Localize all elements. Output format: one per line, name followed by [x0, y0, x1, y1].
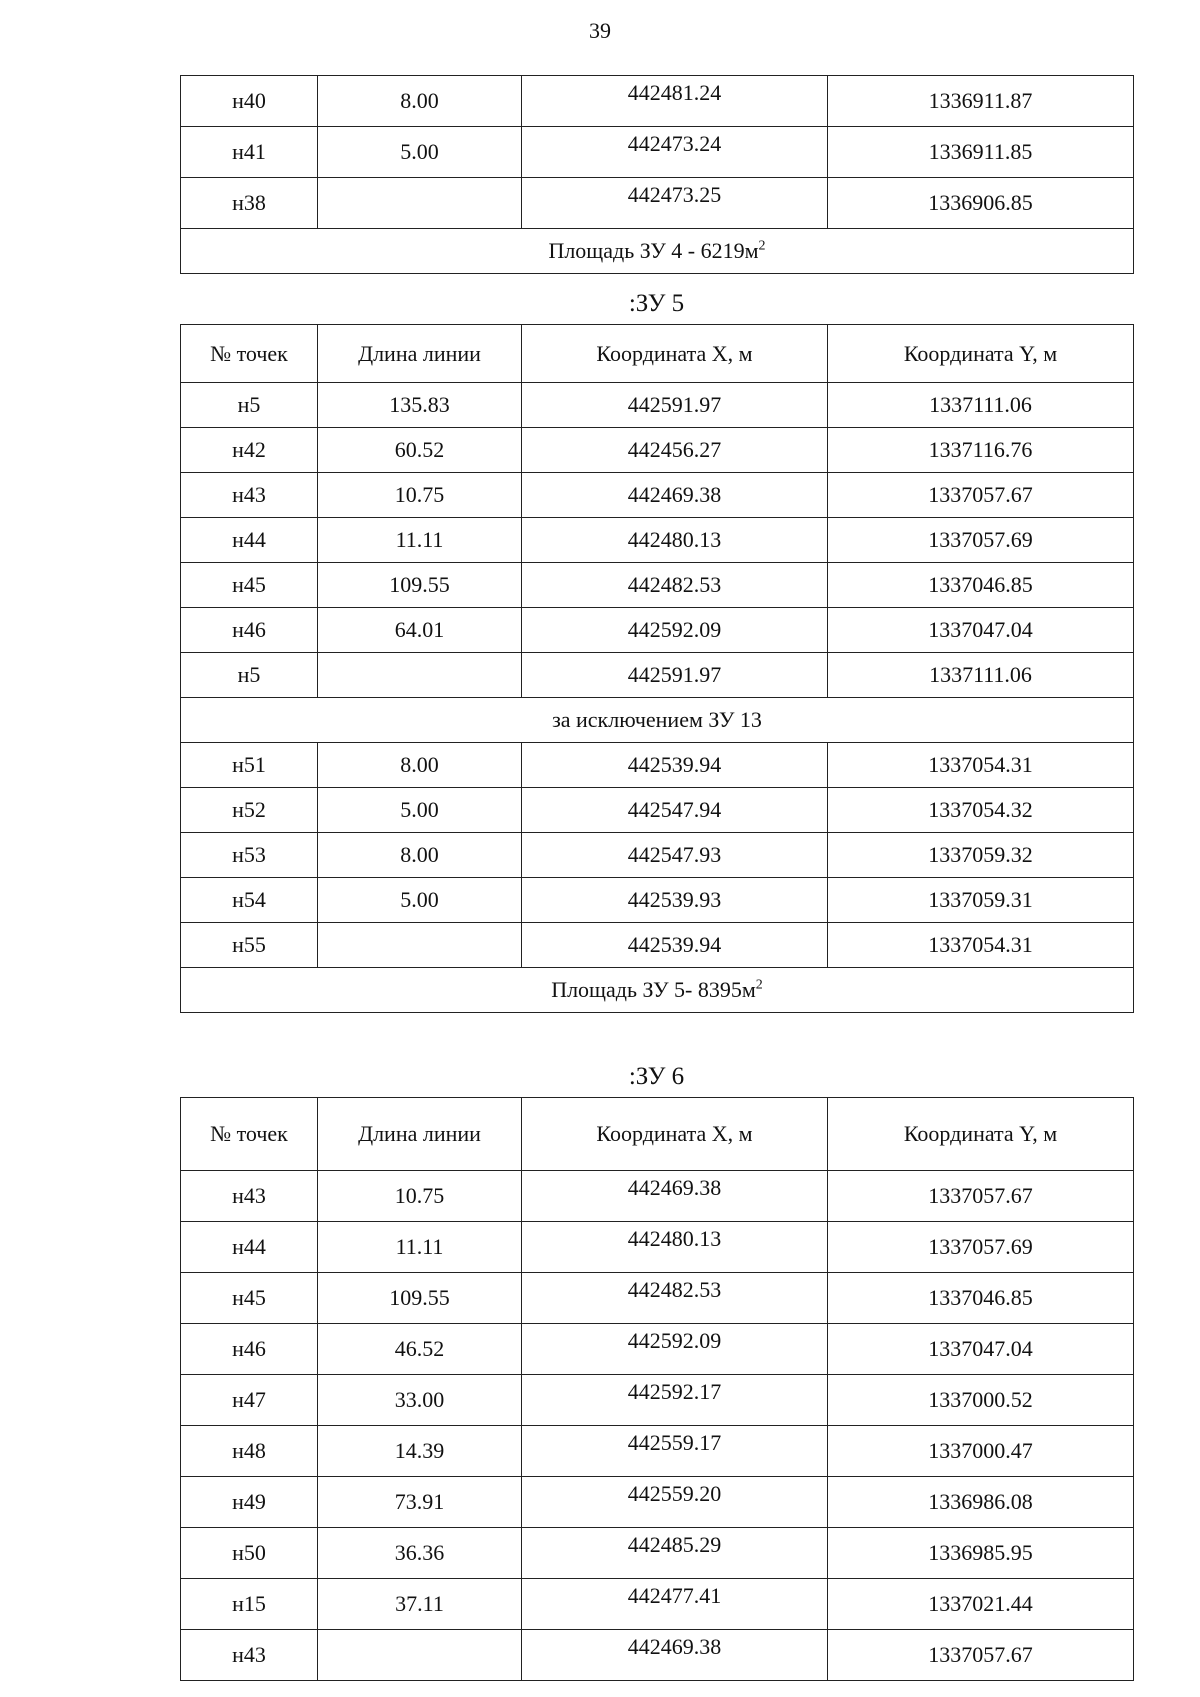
cell-line-length: 36.36 [318, 1528, 522, 1579]
cell-line-length: 11.11 [318, 1222, 522, 1273]
cell-coordinate-y: 1337111.06 [828, 653, 1134, 698]
header-coordinate-y: Координата Y, м [828, 325, 1134, 383]
cell-coordinate-y: 1336911.87 [828, 76, 1134, 127]
cell-point: н44 [181, 518, 318, 563]
cell-coordinate-y: 1337059.32 [828, 833, 1134, 878]
table-row [181, 1375, 1134, 1426]
table-row [181, 76, 1134, 127]
zu5-block [180, 284, 1133, 1013]
cell-line-length: 14.39 [318, 1426, 522, 1477]
table-row [181, 428, 1134, 473]
cell-coordinate-x: 442480.13 [522, 518, 828, 563]
cell-point: н43 [181, 1171, 318, 1222]
cell-point: н43 [181, 473, 318, 518]
header-points: № точек [181, 325, 318, 383]
header-coordinate-x: Координата X, м [522, 325, 828, 383]
zu6-block [180, 1057, 1133, 1681]
cell-coordinate-y: 1337021.44 [828, 1579, 1134, 1630]
cell-coordinate-x: 442469.38 [522, 1630, 828, 1681]
zu5-area-row [181, 968, 1134, 1013]
zu5-coordinates-table [180, 324, 1134, 1013]
cell-point: н53 [181, 833, 318, 878]
table-row [181, 518, 1134, 563]
zu4-table-block [180, 75, 1133, 274]
cell-point: н42 [181, 428, 318, 473]
cell-coordinate-x: 442591.97 [522, 383, 828, 428]
cell-line-length: 8.00 [318, 833, 522, 878]
cell-coordinate-x: 442591.97 [522, 653, 828, 698]
header-points: № точек [181, 1098, 318, 1171]
table-row [181, 608, 1134, 653]
table-row [181, 563, 1134, 608]
zu4-area-row [181, 229, 1134, 274]
cell-coordinate-y: 1337000.52 [828, 1375, 1134, 1426]
cell-coordinate-x: 442456.27 [522, 428, 828, 473]
cell-point: н45 [181, 563, 318, 608]
cell-coordinate-x: 442485.29 [522, 1528, 828, 1579]
table-row [181, 1426, 1134, 1477]
cell-line-length: 135.83 [318, 383, 522, 428]
cell-point: н46 [181, 1324, 318, 1375]
zu4-area-cell [181, 229, 1134, 274]
cell-coordinate-y: 1337059.31 [828, 878, 1134, 923]
cell-coordinate-y: 1337000.47 [828, 1426, 1134, 1477]
cell-coordinate-y: 1337057.69 [828, 1222, 1134, 1273]
cell-coordinate-y: 1337057.67 [828, 473, 1134, 518]
cell-coordinate-y: 1337054.31 [828, 743, 1134, 788]
cell-coordinate-y: 1337057.69 [828, 518, 1134, 563]
zu5-exclusion-cell: за исключением ЗУ 13 [181, 698, 1134, 743]
cell-coordinate-y: 1337046.85 [828, 563, 1134, 608]
cell-line-length: 8.00 [318, 743, 522, 788]
cell-line-length [318, 1630, 522, 1681]
cell-point: н5 [181, 653, 318, 698]
cell-coordinate-y: 1337057.67 [828, 1630, 1134, 1681]
table-row [181, 743, 1134, 788]
cell-coordinate-y: 1336906.85 [828, 178, 1134, 229]
cell-coordinate-y: 1336985.95 [828, 1528, 1134, 1579]
cell-coordinate-x: 442539.94 [522, 923, 828, 968]
cell-point: н49 [181, 1477, 318, 1528]
zu6-header-row [181, 1098, 1134, 1171]
cell-coordinate-y: 1337046.85 [828, 1273, 1134, 1324]
table-row [181, 1579, 1134, 1630]
cell-coordinate-y: 1337057.67 [828, 1171, 1134, 1222]
table-row [181, 473, 1134, 518]
cell-point: н43 [181, 1630, 318, 1681]
zu6-title: :ЗУ 6 [628, 1063, 685, 1090]
cell-point: н52 [181, 788, 318, 833]
table-row [181, 1324, 1134, 1375]
table-row [181, 1171, 1134, 1222]
cell-point: н48 [181, 1426, 318, 1477]
cell-point: н46 [181, 608, 318, 653]
header-line-length: Длина линии [318, 325, 522, 383]
cell-line-length [318, 923, 522, 968]
cell-coordinate-x: 442547.93 [522, 833, 828, 878]
table-row [181, 1222, 1134, 1273]
cell-line-length: 73.91 [318, 1477, 522, 1528]
cell-point: н38 [181, 178, 318, 229]
cell-line-length: 11.11 [318, 518, 522, 563]
cell-coordinate-x: 442559.20 [522, 1477, 828, 1528]
cell-coordinate-y: 1337116.76 [828, 428, 1134, 473]
cell-coordinate-x: 442473.24 [522, 127, 828, 178]
table-row [181, 127, 1134, 178]
cell-point: н47 [181, 1375, 318, 1426]
zu4-area-text: Площадь ЗУ 4 - 6219м [548, 238, 759, 263]
cell-line-length: 109.55 [318, 1273, 522, 1324]
cell-point: н50 [181, 1528, 318, 1579]
cell-line-length: 10.75 [318, 1171, 522, 1222]
cell-coordinate-y: 1337047.04 [828, 608, 1134, 653]
cell-coordinate-x: 442547.94 [522, 788, 828, 833]
cell-coordinate-x: 442469.38 [522, 473, 828, 518]
zu6-coordinates-table [180, 1097, 1134, 1681]
cell-line-length: 60.52 [318, 428, 522, 473]
cell-line-length: 109.55 [318, 563, 522, 608]
table-row [181, 1477, 1134, 1528]
table-row [181, 923, 1134, 968]
table-row [181, 178, 1134, 229]
cell-coordinate-y: 1337054.32 [828, 788, 1134, 833]
cell-coordinate-y: 1337047.04 [828, 1324, 1134, 1375]
cell-coordinate-x: 442481.24 [522, 76, 828, 127]
cell-line-length: 5.00 [318, 788, 522, 833]
zu5-exclusion-row [181, 698, 1134, 743]
cell-coordinate-x: 442592.09 [522, 608, 828, 653]
cell-coordinate-y: 1336911.85 [828, 127, 1134, 178]
cell-coordinate-x: 442480.13 [522, 1222, 828, 1273]
cell-coordinate-x: 442473.25 [522, 178, 828, 229]
cell-point: н41 [181, 127, 318, 178]
cell-line-length: 5.00 [318, 127, 522, 178]
zu5-area-cell [181, 968, 1134, 1013]
page-number: 39 [589, 18, 611, 43]
table-row [181, 653, 1134, 698]
header-coordinate-x: Координата X, м [522, 1098, 828, 1171]
cell-coordinate-x: 442592.09 [522, 1324, 828, 1375]
cell-coordinate-x: 442592.17 [522, 1375, 828, 1426]
zu5-title: :ЗУ 5 [628, 290, 685, 317]
header-line-length: Длина линии [318, 1098, 522, 1171]
cell-coordinate-x: 442477.41 [522, 1579, 828, 1630]
cell-coordinate-y: 1336986.08 [828, 1477, 1134, 1528]
cell-point: н15 [181, 1579, 318, 1630]
cell-coordinate-x: 442539.93 [522, 878, 828, 923]
cell-point: н5 [181, 383, 318, 428]
cell-point: н51 [181, 743, 318, 788]
cell-coordinate-x: 442559.17 [522, 1426, 828, 1477]
cell-line-length: 5.00 [318, 878, 522, 923]
cell-point: н45 [181, 1273, 318, 1324]
cell-line-length: 46.52 [318, 1324, 522, 1375]
table-row [181, 1528, 1134, 1579]
cell-line-length: 33.00 [318, 1375, 522, 1426]
zu4-coordinates-table [180, 75, 1134, 274]
table-row [181, 383, 1134, 428]
cell-line-length [318, 178, 522, 229]
cell-coordinate-y: 1337054.31 [828, 923, 1134, 968]
cell-coordinate-x: 442539.94 [522, 743, 828, 788]
cell-line-length: 10.75 [318, 473, 522, 518]
zu4-area-sup: 2 [758, 238, 766, 254]
table-row [181, 833, 1134, 878]
cell-line-length: 8.00 [318, 76, 522, 127]
cell-coordinate-x: 442482.53 [522, 563, 828, 608]
zu5-area-sup: 2 [755, 977, 763, 993]
cell-line-length: 37.11 [318, 1579, 522, 1630]
table-row [181, 878, 1134, 923]
table-row [181, 1273, 1134, 1324]
cell-coordinate-y: 1337111.06 [828, 383, 1134, 428]
cell-point: н44 [181, 1222, 318, 1273]
header-coordinate-y: Координата Y, м [828, 1098, 1134, 1171]
cell-line-length [318, 653, 522, 698]
zu5-area-text: Площадь ЗУ 5- 8395м [551, 977, 756, 1002]
cell-point: н54 [181, 878, 318, 923]
cell-coordinate-x: 442469.38 [522, 1171, 828, 1222]
cell-coordinate-x: 442482.53 [522, 1273, 828, 1324]
cell-line-length: 64.01 [318, 608, 522, 653]
table-row [181, 1630, 1134, 1681]
table-row [181, 788, 1134, 833]
cell-point: н40 [181, 76, 318, 127]
cell-point: н55 [181, 923, 318, 968]
zu5-header-row [181, 325, 1134, 383]
